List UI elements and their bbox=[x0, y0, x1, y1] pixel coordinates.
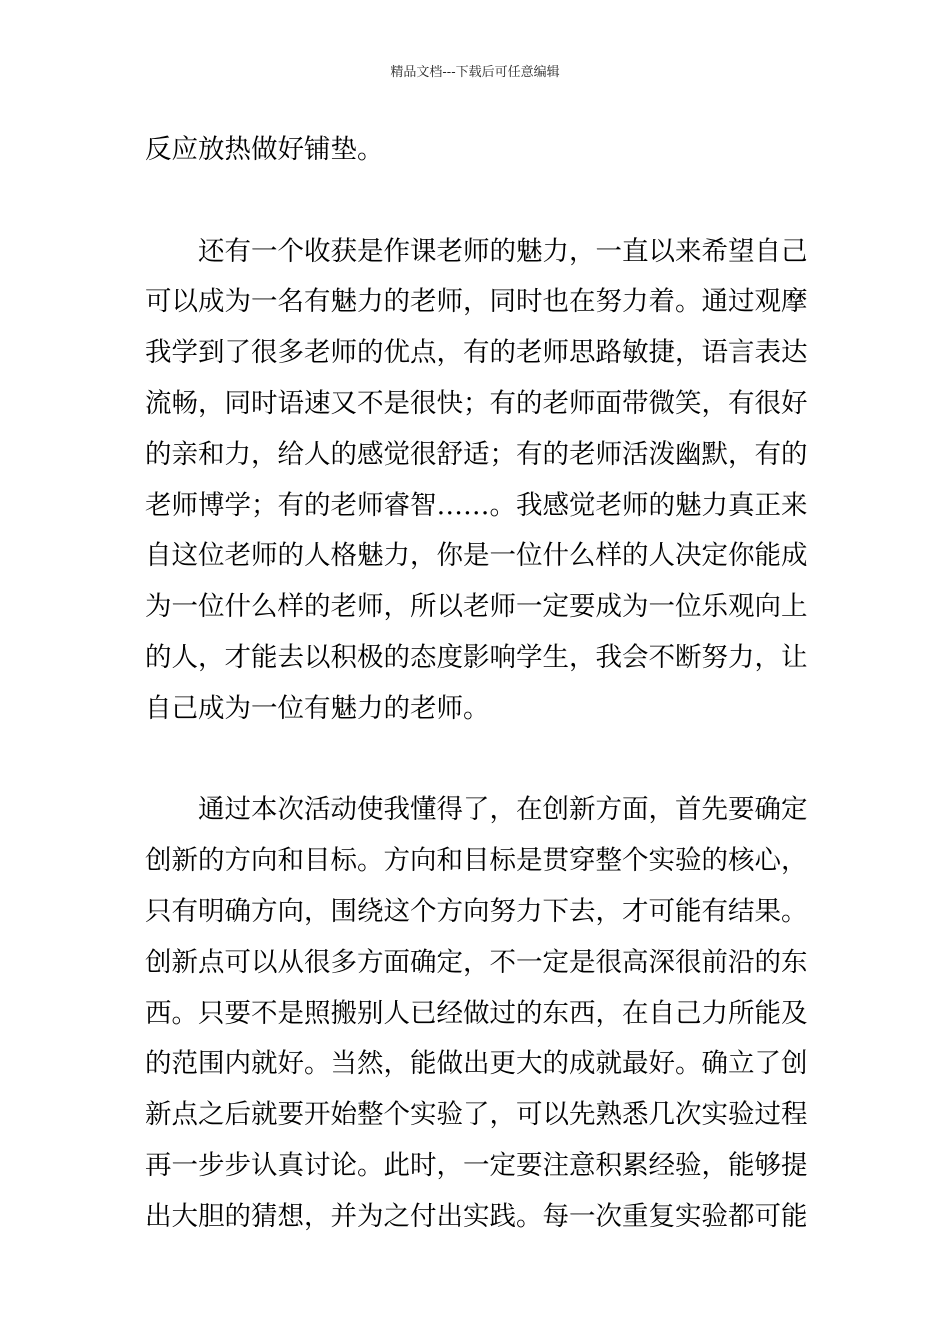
text-line: 只有明确方向，围绕这个方向努力下去，才可能有结果。 bbox=[145, 895, 808, 927]
text-line: 流畅，同时语速又不是很快；有的老师面带微笑，有很好 bbox=[145, 387, 808, 419]
page-header: 精品文档---下载后可任意编辑 bbox=[390, 65, 560, 80]
text-line: 为一位什么样的老师，所以老师一定要成为一位乐观向上 bbox=[145, 591, 808, 623]
text-line: 创新的方向和目标。方向和目标是贯穿整个实验的核心， bbox=[145, 845, 808, 877]
text-line: 自己成为一位有魅力的老师。 bbox=[145, 692, 490, 724]
text-line: 还有一个收获是作课老师的魅力，一直以来希望自己 bbox=[198, 235, 808, 267]
text-line: 的亲和力，给人的感觉很舒适；有的老师活泼幽默，有的 bbox=[145, 438, 808, 470]
paragraph-gap bbox=[145, 735, 807, 786]
text-line: 自这位老师的人格魅力，你是一位什么样的人决定你能成 bbox=[145, 540, 808, 572]
text-line: 我学到了很多老师的优点，有的老师思路敏捷，语言表达 bbox=[145, 337, 808, 369]
text-line: 老师博学；有的老师睿智……。我感觉老师的魅力真正来 bbox=[145, 489, 808, 521]
text-line: 出大胆的猜想，并为之付出实践。每一次重复实验都可能 bbox=[145, 1200, 808, 1232]
paragraph-2 bbox=[145, 227, 807, 735]
text-line: 可以成为一名有魅力的老师，同时也在努力着。通过观摩 bbox=[145, 286, 808, 318]
text-line: 创新点可以从很多方面确定，不一定是很高深很前沿的东 bbox=[145, 946, 808, 978]
document-body bbox=[145, 125, 807, 1243]
text-line: 再一步步认真讨论。此时，一定要注意积累经验，能够提 bbox=[145, 1149, 808, 1181]
text-line: 的人，才能去以积极的态度影响学生，我会不断努力，让 bbox=[145, 641, 808, 673]
text-line: 新点之后就要开始整个实验了，可以先熟悉几次实验过程 bbox=[145, 1099, 808, 1131]
text-line: 反应放热做好铺垫。 bbox=[145, 134, 384, 165]
text-line: 的范围内就好。当然，能做出更大的成就最好。确立了创 bbox=[145, 1048, 808, 1080]
paragraph-gap bbox=[145, 176, 807, 227]
text-line: 通过本次活动使我懂得了，在创新方面，首先要确定 bbox=[198, 794, 808, 826]
text-line: 西。只要不是照搬别人已经做过的东西，在自己力所能及 bbox=[145, 997, 808, 1029]
paragraph-1 bbox=[145, 125, 807, 176]
paragraph-3 bbox=[145, 785, 807, 1242]
